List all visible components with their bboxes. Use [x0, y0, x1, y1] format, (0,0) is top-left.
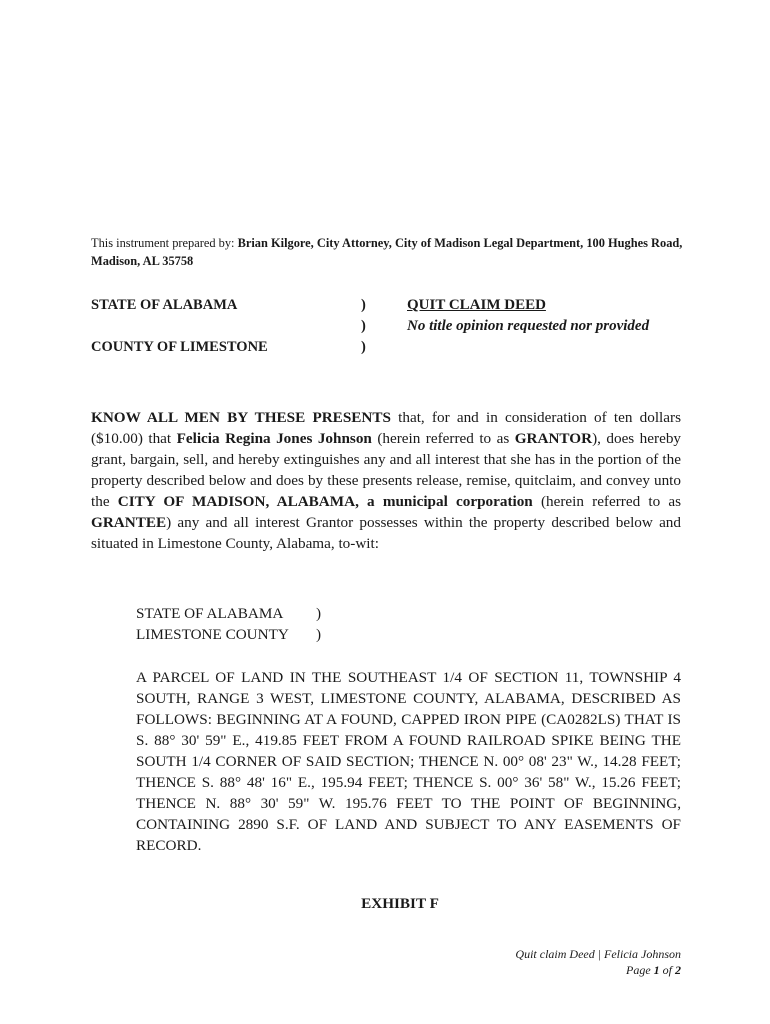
body-text: (herein referred to as — [371, 430, 515, 447]
header-state: STATE OF ALABAMA — [91, 297, 238, 313]
page-of: of — [659, 963, 675, 977]
body-text: that, for and in consideration of ten dollars ($10.00) that — [91, 409, 681, 447]
opening-phrase: KNOW ALL MEN BY THESE PRESENTS — [91, 409, 391, 426]
page-number — [626, 962, 681, 978]
grantee-label: GRANTEE — [91, 514, 167, 531]
conveyance-paragraph — [91, 407, 681, 554]
header-paren: ) — [361, 339, 366, 355]
grantee-name: CITY OF MADISON, ALABAMA, a municipal corporation — [117, 493, 533, 510]
description-paren: ) — [316, 626, 322, 643]
document-subtitle: No title opinion requested nor provided — [407, 318, 650, 334]
header-paren: ) — [361, 297, 366, 313]
legal-description: A PARCEL OF LAND IN THE SOUTHEAST 1/4 OF SECTION 11, TOWNSHIP 4 SOUTH, RANGE 3 WEST, LIMESTONE COUNTY, ALABAMA, DESCRIBED AS FOLLOWS: BEGINNING AT A FOUND, CAPPED IRON PIPE (CA0282LS) THAT IS S. 88° 30' 59" E., 419.85 FEET FROM A FOUND RAILROAD SPIKE BEING THE SOUTH 1/4 CORNER OF SAID SECTION; THENCE N. 00° 08' 23" W., 14.28 FEET; THENCE S. 88° 48' 16" E., 195.94 FEET; THENCE S. 00° 36' 58" W., 15.26 FEET; THENCE N. 88° 30' 59" W. 195.76 FEET TO THE POINT OF BEGINNING, CONTAINING 2890 S.F. OF LAND AND SUBJECT TO ANY EASEMENTS OF RECORD. — [136, 669, 681, 854]
preparer-details: Brian Kilgore, City Attorney, City of Madison Legal Department, 100 Hughes Road, Madison, AL 35758 — [91, 236, 683, 268]
grantor-label: GRANTOR — [514, 430, 593, 447]
page-current: 1 — [653, 963, 660, 977]
body-text: (herein referred to as — [532, 493, 682, 510]
description-state: STATE OF ALABAMA — [136, 605, 284, 622]
page-prefix: Page — [626, 963, 654, 977]
prepared-by-label: This instrument prepared by: — [91, 236, 238, 250]
header-paren: ) — [361, 318, 366, 334]
body-text: ), does hereby grant, bargain, sell, and hereby extinguishes any and all interest that she has in the portion of the property described below and does by these presents release, remise, quitclaim, and convey unto the — [91, 430, 682, 510]
grantor-name: Felicia Regina Jones Johnson — [176, 430, 372, 447]
footer-title: Quit claim Deed | Felicia Johnson — [515, 947, 681, 961]
description-paren: ) — [316, 605, 322, 622]
exhibit-label: EXHIBIT F — [361, 895, 439, 912]
prepared-by-statement — [91, 234, 691, 270]
header-county: COUNTY OF LIMESTONE — [91, 339, 268, 355]
body-text: ) any and all interest Grantor possesses within the property described below and situated in Limestone County, Alabama, to-wit: — [91, 514, 681, 552]
page-total: 2 — [675, 963, 681, 977]
description-county: LIMESTONE COUNTY — [136, 626, 289, 643]
document-title: QUIT CLAIM DEED — [407, 297, 546, 313]
